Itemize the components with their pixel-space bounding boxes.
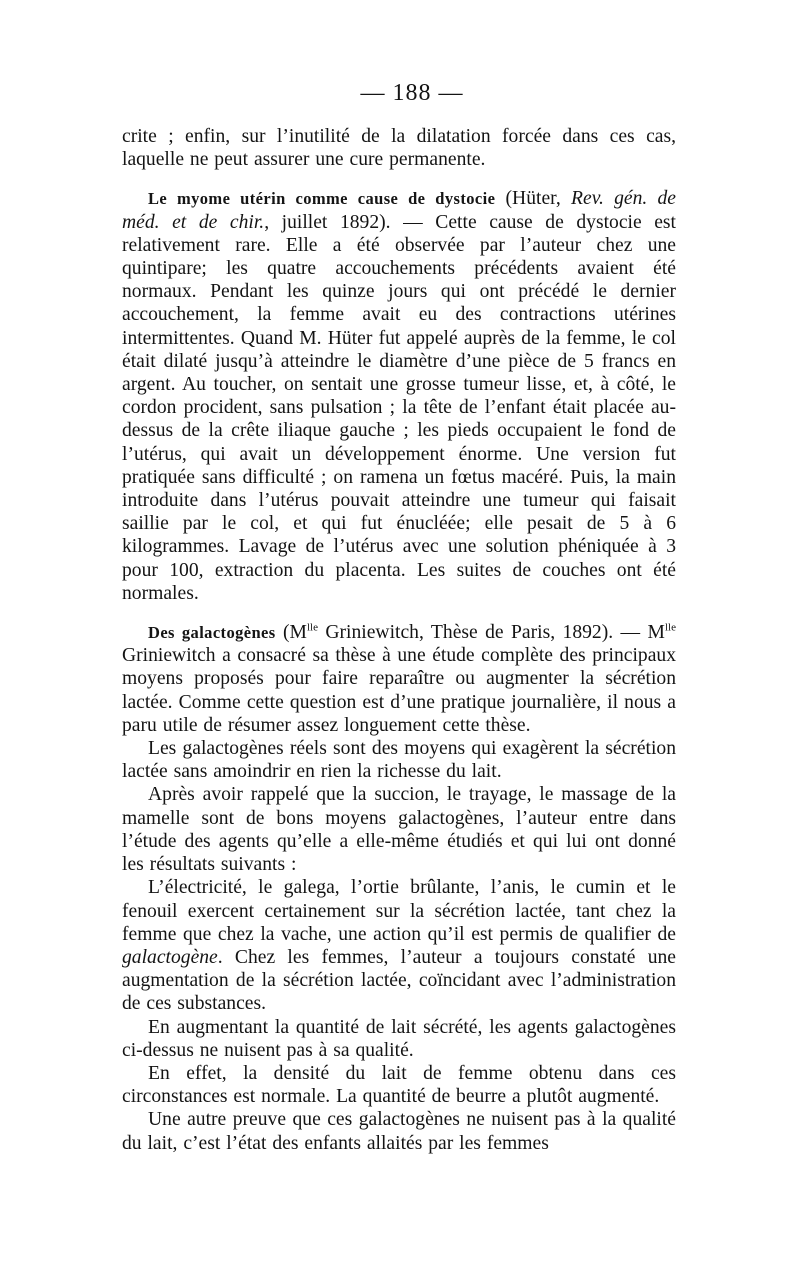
page-number: — 188 — [360, 80, 464, 106]
myome-ref-journal: Rev. gén. de méd. et de chir. [122, 188, 676, 233]
paragraph: Une autre preuve que ces galactogènes ne nuisent pas à la qualité du lait, c’est l’état des enfants allaités par les femmes [122, 1109, 676, 1154]
agents-text-b: . Chez les femmes, l’auteur a toujours constaté une augmentation de la sécrétion lactée, coïncidant avec l’administration de ces substances. [122, 946, 676, 1015]
galactogene-term: galactogène [122, 946, 218, 968]
paragraph: En augmentant la quantité de lait sécrété, les agents galactogènes ci-dessus ne nuisent pas à sa qualité. [122, 1016, 676, 1061]
paragraph: Après avoir rappelé que la succion, le trayage, le massage de la mamelle sont de bons moyens galactogènes, l’auteur entre dans l’étude des agents qu’elle a elle-même étudiés et qui lui ont donné les résultats suivants : [122, 784, 676, 876]
myome-body: , juillet 1892). — Cette cause de dystocie est relativement rare. Elle a été observée par l’auteur chez une quintipare; les quatre accouchements précédents avaient été normaux. Pendant les quinze jours qui ont précédé le dernier accouchement, la femme avait eu des contractions utérines intermittentes. Quand M. Hüter fut appelé auprès de la femme, le col était dilaté jusqu’à atteindre le diamètre d’une pièce de 5 francs en argent. Au toucher, on sentait une grosse tumeur lisse, et, à côté, le cordon procident, sans pulsation ; la tête de l’enfant était placée au-dessus de la crête iliaque gauche ; les pieds occupaient le fond de l’utérus, qui avait un développement énorme. Une version fut pratiquée sans difficulté ; on ramena un fœtus macéré. Puis, la main introduite dans l’utérus pouvait atteindre une tumeur qui faisait saillie par le col, et qui fut énucléée; elle pesait de 5 à 6 kilogrammes. Lavage de l’utérus avec une solution phéniquée à 3 pour 100, extraction du placenta. Les suites de couches ont été normales. [122, 211, 676, 604]
intro-paragraph: crite ; enfin, sur l’inutilité de la dilatation forcée dans ces cas, laquelle ne peut assurer une cure permanente. [122, 126, 676, 171]
section-heading-myome: Le myome utérin comme cause de dystocie [148, 189, 496, 209]
galactogenes-ref-sup2: lle [664, 621, 676, 634]
galactogenes-ref-a: (M [275, 622, 307, 644]
section-heading-galactogenes: Des galactogènes [148, 623, 276, 643]
paragraph-agents [122, 876, 676, 1015]
section-galactogenes-paragraph [122, 621, 676, 737]
galactogenes-body: Griniewitch a consacré sa thèse à une étude complète des principaux moyens proposés pour faire reparaître ou augmenter la sécrétion lactée. Comme cette question est d’une pratique journalière, il nous a paru utile de résumer assez longuement cette thèse. [122, 645, 676, 736]
paragraph: Les galactogènes réels sont des moyens qui exagèrent la sécrétion lactée sans amoindrir en rien la richesse du lait. [122, 738, 676, 783]
paragraph: En effet, la densité du lait de femme obtenu dans ces circonstances est normale. La quantité de beurre a plutôt augmenté. [122, 1062, 676, 1108]
myome-ref-author: (Hüter, [495, 188, 572, 210]
page-body [122, 125, 676, 1155]
galactogenes-ref-b: Griniewitch, Thèse de Paris, 1892). — M [317, 622, 665, 644]
section-myome-paragraph [122, 187, 676, 605]
agents-text-a: L’électricité, le galega, l’ortie brûlante, l’anis, le cumin et le fenouil exercent certainement sur la sécrétion lactée, tant chez la femme que chez la vache, une action qu’il est permis de qualifier de [122, 877, 676, 945]
galactogenes-ref-sup: lle [306, 621, 318, 634]
